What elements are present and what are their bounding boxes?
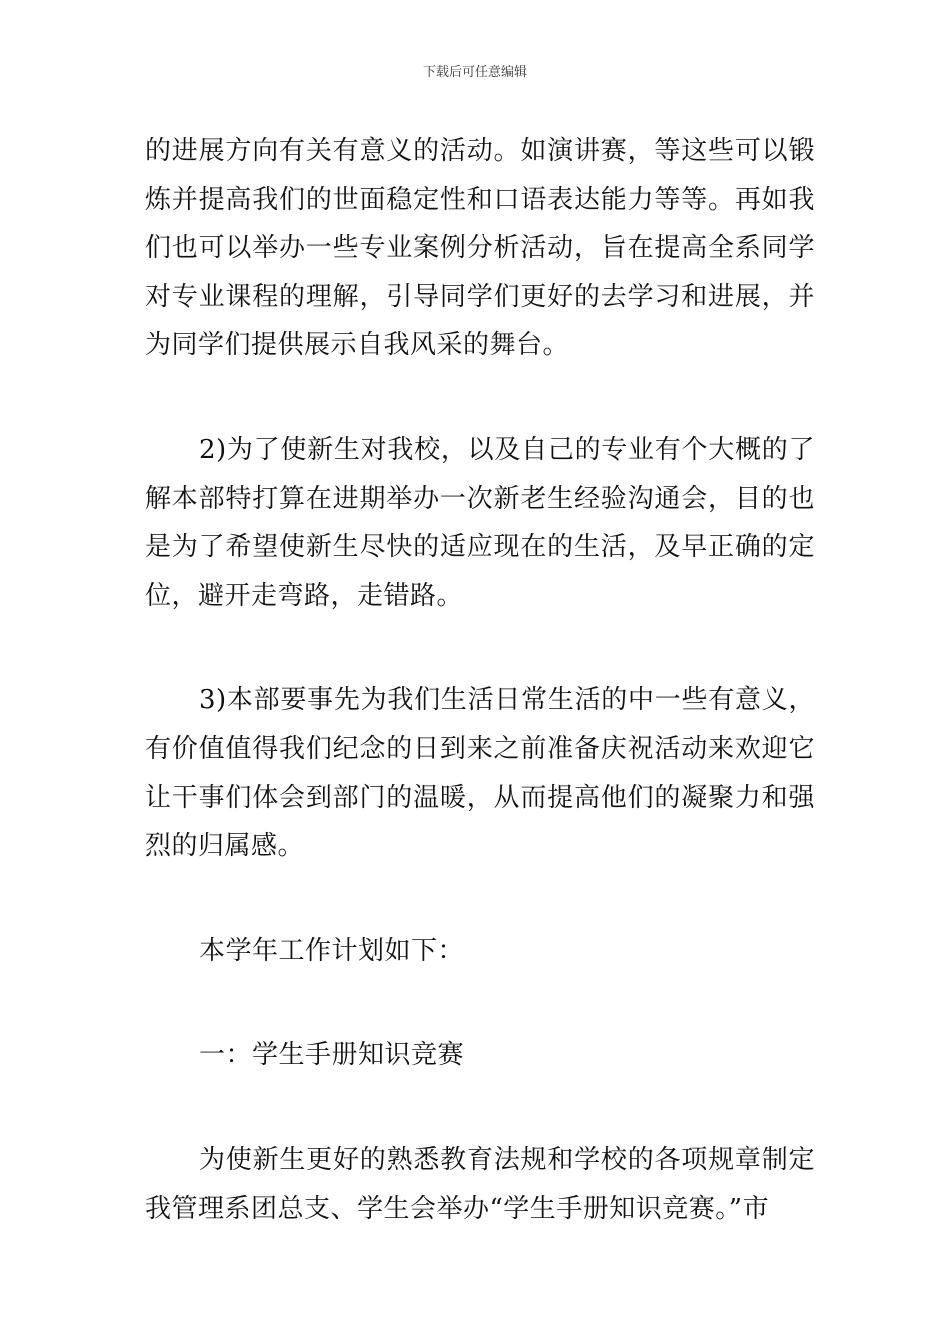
paragraph-section-1: 为使新生更好的熟悉教育法规和学校的各项规章制定我管理系团总支、学生会举办“学生手册知识竞赛。”市	[145, 1144, 815, 1224]
section-heading-1: 一：学生手册知识竞赛	[199, 1040, 465, 1071]
paragraph-item-3: 3)本部要事先为我们生活日常生活的中一些有意义，有价值值得我们纪念的日到来之前准备庆祝活动来欢迎它让干事们体会到部门的温暖，从而提高他们的凝聚力和强烈的归属感。	[145, 685, 815, 862]
paragraph-item-2: 2)为了使新生对我校，以及自己的专业有个大概的了解本部特打算在进期举办一次新老生经验沟通会，目的也是为了希望使新生尽快的适应现在的生活，及早正确的定位，避开走弯路，走错路。	[145, 434, 815, 611]
work-plan-heading: 本学年工作计划如下：	[199, 935, 465, 966]
paragraph-continuation: 的进展方向有关有意义的活动。如演讲赛，等这些可以锻炼并提高我们的世面稳定性和口语表达能力等等。再如我们也可以举办一些专业案例分析活动，旨在提高全系同学对专业课程的理解，引导同学们更好的去学习和进展，并为同学们提供展示自我风采的舞台。	[145, 136, 815, 361]
document-body	[145, 127, 815, 1233]
page-header: 下载后可任意编辑	[422, 65, 527, 80]
